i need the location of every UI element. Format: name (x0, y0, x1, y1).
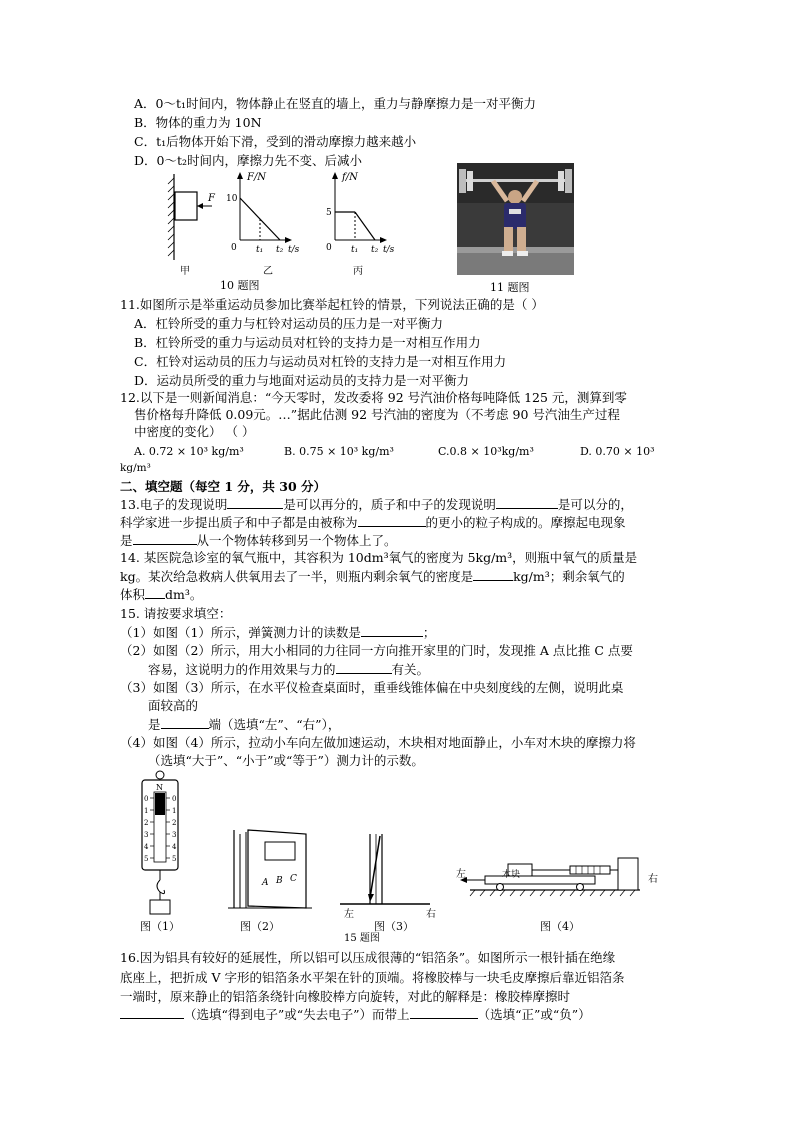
q15-text: 是 (148, 717, 161, 732)
q13-text: 13.电子的发现说明 (120, 497, 228, 512)
scale-tick: 2 (172, 819, 177, 827)
q11-figure-caption: 11 题图 (490, 281, 530, 294)
q11-option-a: A．杠铃所受的重力与杠铃对运动员的压力是一对平衡力 (134, 316, 444, 331)
q15-text: 端（选填“左”、“右”）， (208, 717, 341, 732)
fig3-caption: 图（3） (374, 920, 414, 933)
q15-text: 容易，这说明力的作用效果与力的 (148, 662, 336, 677)
scale-tick: 0 (172, 795, 177, 803)
section-heading: 二、填空题（每空 1 分，共 30 分） (120, 479, 327, 494)
answer-blank[interactable] (473, 568, 513, 581)
q15-sub4-line1: （4）如图（4）所示，拉动小车向左做加速运动，木块相对地面静止，小车对木块的摩擦力将 (120, 735, 636, 750)
scale-tick: 4 (144, 843, 149, 851)
q13-line1 (120, 496, 633, 513)
answer-blank[interactable] (358, 514, 426, 527)
answer-blank[interactable] (227, 496, 283, 509)
q16-line1: 16.因为铝具有较好的延展性，所以铝可以压成很薄的“铝箔条”。如图所示一根针插在绝缘 (120, 950, 616, 965)
q11-stem: 11.如图所示是举重运动员参加比赛举起杠铃的情景，下列说法正确的是（ ） (120, 297, 544, 312)
q14-text: 体积 (120, 587, 146, 602)
q14-line2 (120, 568, 625, 585)
q16-line2: 底座上，把折成 V 字形的铝箔条水平架在针的顶端。将橡胶棒与一块毛皮摩擦后靠近铝箔条 (120, 970, 625, 985)
q13-text: 的更小的粒子构成的。摩擦起电现象 (425, 515, 626, 530)
block-label: 木块 (502, 870, 521, 880)
q15-stem: 15. 请按要求填空： (120, 606, 232, 621)
scale-tick: 2 (144, 819, 149, 827)
q15-sub3-line3 (148, 716, 340, 733)
q12-option-b: B. 0.75 × 10³ kg/m³ (284, 445, 394, 458)
q15-sub4-line2: （选填“大于”、“小于”或“等于”）测力计的示数。 (148, 753, 424, 768)
sub-label-jia: 甲 (180, 266, 190, 277)
answer-blank[interactable] (120, 1006, 184, 1019)
y-axis-label: f/N (342, 172, 358, 183)
q15-sub3-line2: 面较高的 (148, 698, 199, 713)
y-axis-label: F/N (247, 172, 267, 183)
q12-option-c: C.0.8 × 10³kg/m³ (438, 445, 534, 458)
q13-text: 是 (120, 533, 133, 548)
fig4-caption: 图（4） (540, 920, 580, 933)
q13-text: 是可以分的， (557, 497, 633, 512)
answer-blank[interactable] (410, 1006, 478, 1019)
scale-tick: 3 (172, 831, 177, 839)
q13-text: 是可以再分的，质子和中子的发现说明 (283, 497, 496, 512)
q15-figure-caption: 15 题图 (344, 933, 380, 942)
answer-blank[interactable] (361, 624, 423, 637)
wall-block-diagram (168, 174, 216, 260)
weightlifter-photo (457, 163, 574, 275)
q15-sub1 (120, 624, 435, 641)
q12-option-d: D. 0.70 × 10³ (580, 445, 655, 458)
q13-text: 从一个物体转移到另一个物体上了。 (196, 533, 397, 548)
q11-option-b: B．杠铃所受的重力与运动员对杠铃的支持力是一对相互作用力 (134, 335, 481, 350)
tick-label: 10 (226, 194, 238, 204)
t1-label: t₁ (351, 245, 359, 255)
scale-tick: 5 (172, 855, 177, 863)
level-plumb-diagram (340, 834, 436, 933)
q15-text: 有关。 (391, 662, 430, 677)
q13-text: 科学家进一步提出质子和中子都是由被称为 (120, 515, 358, 530)
q14-text: dm³。 (165, 587, 203, 602)
q10-option-a: A．0～t₁时间内，物体静止在竖直的墙上，重力与静摩擦力是一对平衡力 (134, 96, 537, 111)
q11-option-c: C．杠铃对运动员的压力与运动员对杠铃的支持力是一对相互作用力 (134, 354, 507, 369)
force-label: F (208, 193, 215, 204)
x-axis-label: t/s (383, 245, 395, 255)
q15-text: ； (422, 625, 436, 640)
q16-line3: 一端时，原来静止的铝箔条绕针向橡胶棒方向旋转，对此的解释是：橡胶棒摩擦时 (120, 989, 571, 1004)
origin-label: 0 (326, 243, 332, 253)
t2-label: t₂ (276, 245, 284, 255)
q11-option-d: D．运动员所受的重力与地面对运动员的支持力是一对平衡力 (134, 373, 470, 388)
tick-label: 5 (326, 208, 332, 218)
point-b-label: B (276, 876, 283, 886)
q14-line3 (120, 586, 202, 603)
fig2-caption: 图（2） (240, 920, 280, 933)
scale-tick: 4 (172, 843, 177, 851)
q16-text: （选填“正”或“负”） (477, 1007, 591, 1022)
q12-unit: kg/m³ (120, 462, 151, 474)
left-label: 左 (344, 909, 354, 920)
q16-text: （选填“得到电子”或“失去电子”）而带上 (184, 1007, 410, 1022)
q10-figure-caption: 10 题图 (220, 279, 260, 292)
q14-text: kg/m³；剩余氧气的 (513, 569, 625, 584)
q15-figure (130, 770, 700, 942)
newton-label: N (156, 783, 163, 792)
t1-label: t₁ (256, 245, 264, 255)
q10-figure (160, 170, 420, 292)
point-c-label: C (290, 874, 297, 884)
q12-line3: 中密度的变化） （ ） (134, 424, 255, 439)
answer-blank[interactable] (161, 716, 209, 729)
t2-label: t₂ (371, 245, 379, 255)
q10-option-b: B．物体的重力为 10N (134, 115, 262, 130)
origin-label: 0 (231, 243, 237, 253)
q15-text: （1）如图（1）所示，弹簧测力计的读数是 (120, 625, 361, 640)
right-label: 右 (648, 874, 658, 885)
q14-line1: 14. 某医院急诊室的氧气瓶中，其容积为 10dm³氧气的密度为 5kg/m³，则瓶中氧气的质量是 (120, 550, 638, 565)
f-t-graph-yi (226, 172, 300, 255)
f-t-graph-bing (326, 172, 395, 255)
q15-sub3-line1: （3）如图（3）所示，在水平仪检查桌面时，重垂线锥体偏在中央刻度线的左侧，说明此桌 (120, 680, 624, 695)
q10-option-d: D．0～t₂时间内，摩擦力先不变、后减小 (134, 153, 363, 168)
scale-tick: 3 (144, 831, 149, 839)
q15-sub2-line2 (148, 661, 429, 678)
answer-blank[interactable] (145, 586, 165, 599)
right-label: 右 (426, 909, 436, 920)
q12-option-a: A. 0.72 × 10³ kg/m³ (134, 445, 244, 458)
q16-line4 (120, 1006, 591, 1023)
point-a-label: A (262, 878, 269, 888)
answer-blank[interactable] (496, 496, 558, 509)
door-diagram (228, 830, 312, 933)
scale-tick: 1 (144, 807, 149, 815)
q14-text: kg。某次给急救病人供氧用去了一半，则瓶内剩余氧气的密度是 (120, 569, 474, 584)
q12-line2: 售价格每升降低 0.09元。…”据此估测 92 号汽油的密度为（不考虑 90 号汽油生产过程 (134, 407, 620, 422)
scale-tick: 5 (144, 855, 149, 863)
q12-line1: 12.以下是一则新闻消息：“今天零时，发改委将 92 号汽油价格每吨降低 125 元，测算到零 (120, 390, 627, 405)
scale-tick: 1 (172, 807, 177, 815)
left-label: 左 (456, 869, 466, 880)
q13-line3 (120, 532, 397, 549)
cart-block-diagram (456, 858, 658, 933)
q15-sub2-line1: （2）如图（2）所示，用大小相同的力往同一方向推开家里的门时，发现推 A 点比推 C 点要 (120, 643, 633, 658)
scale-tick: 0 (144, 795, 149, 803)
sub-label-bing: 丙 (353, 266, 363, 277)
fig1-caption: 图（1） (140, 920, 180, 933)
q13-line2 (120, 514, 626, 531)
sub-label-yi: 乙 (263, 266, 273, 277)
x-axis-label: t/s (288, 245, 300, 255)
answer-blank[interactable] (133, 532, 197, 545)
answer-blank[interactable] (336, 661, 392, 674)
spring-scale-diagram (140, 771, 180, 933)
q10-option-c: C．t₁后物体开始下滑，受到的滑动摩擦力越来越小 (134, 134, 417, 149)
